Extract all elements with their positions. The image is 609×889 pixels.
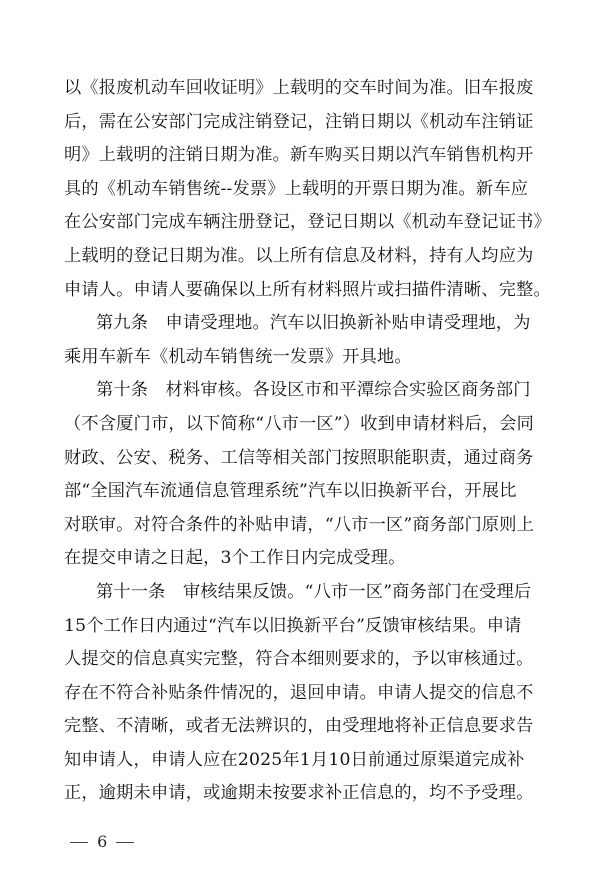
text-line: 知申请人，申请人应在2025年1月10日前通过原渠道完成补: [64, 749, 525, 770]
text-line: 完整、不清晰，或者无法辨识的，由受理地将补正信息要求告: [64, 716, 534, 737]
article-10-heading-line: 第十条 材料审核。各设区市和平潭综合实验区商务部门: [96, 380, 531, 401]
text-line: 具的《机动车销售统--发票》上载明的开票日期为准。新车应: [64, 178, 529, 199]
text-line: 明》上载明的注销日期为准。新车购买日期以汽车销售机构开: [64, 145, 534, 166]
text-line: 对联审。对符合条件的补贴申请，“八市一区”商务部门原则上: [64, 514, 535, 535]
text-line: 后，需在公安部门完成注销登记，注销日期以《机动车注销证: [64, 111, 534, 132]
text-line: 乘用车新车《机动车销售统一发票》开具地。: [64, 346, 412, 367]
text-line: 正，逾期未申请，或逾期未按要求补正信息的，均不予受理。: [64, 783, 534, 804]
text-line: 上载明的登记日期为准。以上所有信息及材料，持有人均应为: [64, 245, 534, 266]
article-9-heading-line: 第九条 申请受理地。汽车以旧换新补贴申请受理地，为: [96, 313, 531, 334]
article-11-heading-line: 第十一条 审核结果反馈。“八市一区”商务部门在受理后: [96, 581, 532, 602]
text-line: 财政、公安、税务、工信等相关部门按照职能职责，通过商务: [64, 447, 534, 468]
text-line: 部“全国汽车流通信息管理系统”汽车以旧换新平台，开展比: [64, 481, 517, 502]
text-line: 人提交的信息真实完整，符合本细则要求的，予以审核通过。: [64, 649, 534, 670]
page-number: 6: [97, 832, 108, 851]
text-line: 在公安部门完成车辆注册登记，登记日期以《机动车登记证书》: [64, 212, 551, 233]
footer-dash-right: [116, 842, 134, 843]
text-line: 存在不符合补贴条件情况的，退回申请。申请人提交的信息不: [64, 682, 534, 703]
page-footer: [66, 830, 138, 854]
text-line: （不含厦门市，以下简称“八市一区”）收到申请材料后，会同: [64, 413, 535, 434]
footer-dash-left: [70, 842, 88, 843]
text-line: 15个工作日内通过“汽车以旧换新平台”反馈审核结果。申请: [64, 615, 522, 636]
text-line: 申请人。申请人要确保以上所有材料照片或扫描件清晰、完整。: [64, 279, 551, 300]
body-text: [64, 72, 564, 811]
text-line: 以《报废机动车回收证明》上载明的交车时间为准。旧车报废: [64, 78, 534, 98]
text-line: 在提交申请之日起，3个工作日内完成受理。: [64, 548, 406, 569]
